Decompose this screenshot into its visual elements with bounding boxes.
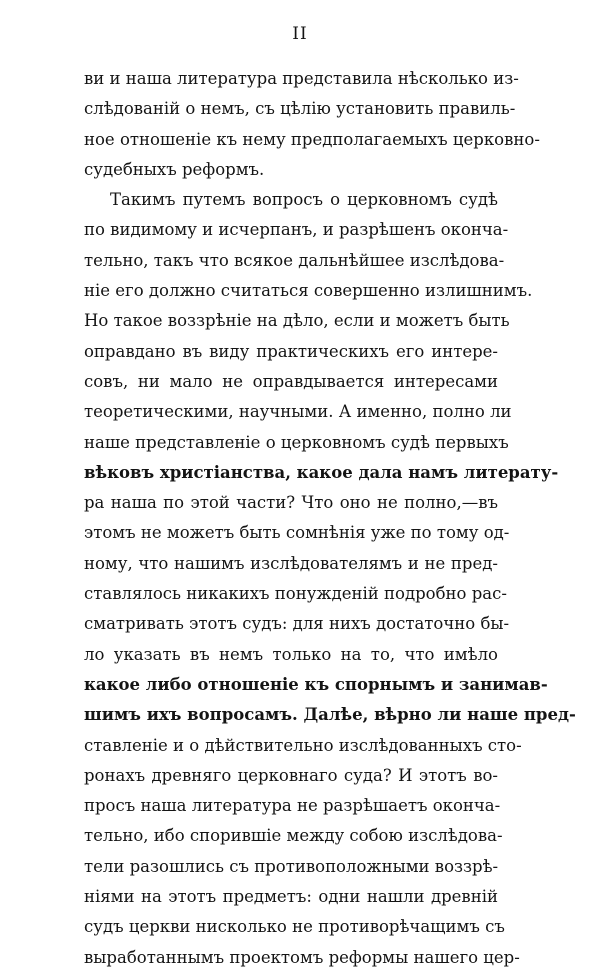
text-line: этомъ не можетъ быть сомнѣнія уже по тому од- xyxy=(84,523,510,543)
text-line: судъ церкви нисколько не противорѣчащимъ съ xyxy=(84,917,505,937)
text-line: тельно, такъ что всякое дальнѣйшее изслѣдова- xyxy=(84,250,505,270)
text-line: ставленіе и о дѣйствительно изслѣдованныхъ сто- xyxy=(84,735,522,755)
text-line: наше представленіе о церковномъ судѣ первыхъ xyxy=(84,432,509,452)
text-line: шимъ ихъ вопросамъ. Далѣе, вѣрно ли наше пред- xyxy=(84,705,576,725)
text-line: вѣковъ христіанства, какое дала намъ литерату- xyxy=(84,462,559,482)
page-number: II xyxy=(292,24,308,44)
text-line: теоретическими, научными. А именно, полно ли xyxy=(84,402,512,422)
text-line: выработаннымъ проектомъ реформы нашего цер- xyxy=(84,947,520,967)
text-line: ра наша по этой части? Что оно не полно,—въ xyxy=(84,493,498,513)
text-line: Но такое воззрѣніе на дѣло, если и можетъ быть xyxy=(84,311,510,331)
text-line: ставлялось никакихъ понужденій подробно рас- xyxy=(84,584,507,604)
text-line: ніе его должно считаться совершенно излишнимъ. xyxy=(84,281,533,301)
text-line: слѣдованій о немъ, съ цѣлію установить правиль- xyxy=(84,99,516,119)
text-line: ное отношеніе къ нему предполагаемыхъ церковно- xyxy=(84,129,540,149)
text-line: ному, что нашимъ изслѣдователямъ и не пред- xyxy=(84,553,498,573)
body-text xyxy=(84,64,576,973)
text-line: оправдано въ виду практическихъ его интере- xyxy=(84,341,498,361)
text-line: какое либо отношеніе къ спорнымъ и занимав- xyxy=(84,674,548,694)
text-line: тельно, ибо спорившіе между собою изслѣдова- xyxy=(84,826,503,846)
text-line: ви и наша литература представила нѣсколько из- xyxy=(84,69,519,88)
text-line: судебныхъ реформъ. xyxy=(84,159,265,179)
text-line: ронахъ древняго церковнаго суда? И этотъ во- xyxy=(84,765,498,785)
text-line: тели разошлись съ противоположными воззрѣ- xyxy=(84,856,499,876)
text-line: Такимъ путемъ вопросъ о церковномъ судѣ xyxy=(110,190,498,210)
text-line: просъ наша литература не разрѣшаетъ оконча- xyxy=(84,796,501,816)
text-line: ло указать въ немъ только на то, что имѣло xyxy=(84,644,498,664)
text-line: совъ, ни мало не оправдывается интересами xyxy=(84,371,498,391)
text-line: сматривать этотъ судъ: для нихъ достаточно бы- xyxy=(84,614,510,634)
text-line: по видимому и исчерпанъ, и разрѣшенъ оконча- xyxy=(84,220,509,240)
text-line: ніями на этотъ предметъ: одни нашли древній xyxy=(84,887,498,907)
